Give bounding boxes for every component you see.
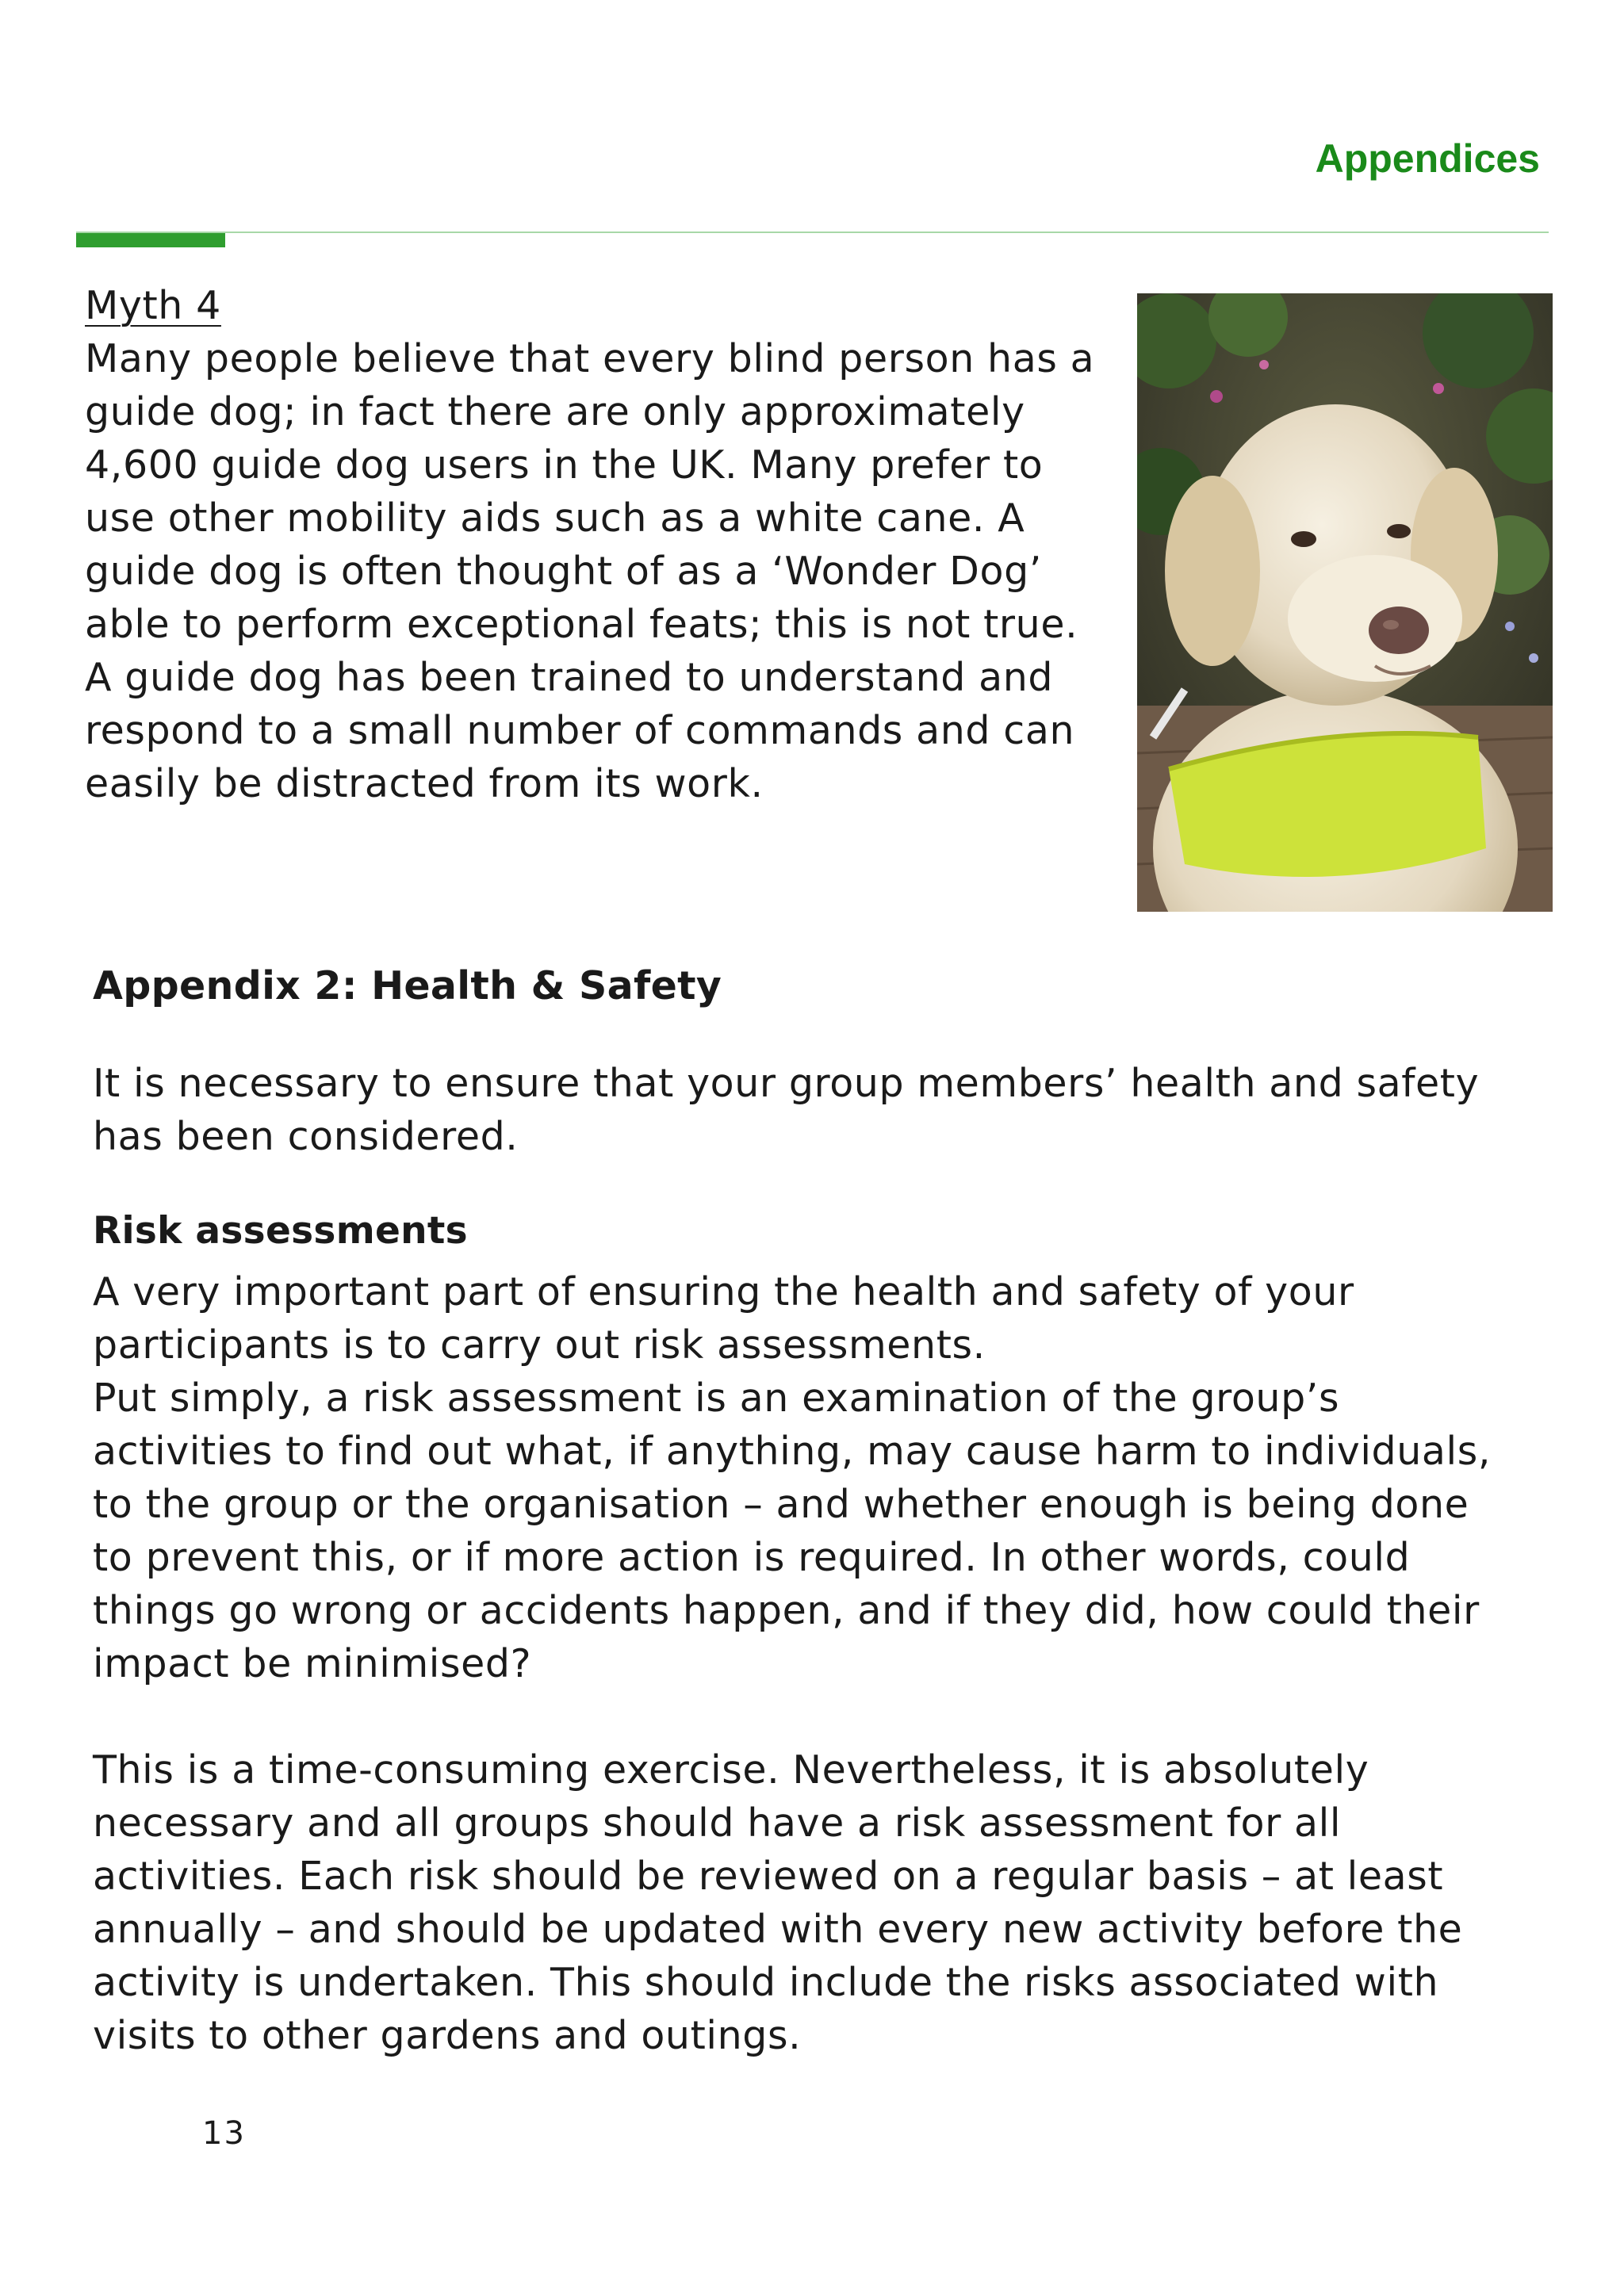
risk-assessments-heading: Risk assessments [93,1209,468,1253]
section-title: Appendices [1315,136,1540,181]
appendix-heading: Appendix 2: Health & Safety [93,963,722,1008]
guide-dog-photo [1137,293,1553,912]
risk-paragraph-2: This is a time-consuming exercise. Nevertheless, it is absolutely necessary and all groups should have a risk assessment for all activities. Each risk should be reviewed on a regular basis – at least annually – and should be updated with every new activity before the activity is undertaken. This should include the risks associated with visits to other gardens and outings. [93,1747,1463,2058]
myth-section [85,279,1116,810]
myth-body: Many people believe that every blind person has a guide dog; in fact there are only approximately 4,600 guide dog users in the UK. Many prefer to use other mobility aids such as a white cane. A guide dog is often thought of as a ‘Wonder Dog’ able to perform exceptional feats; this is not true. A guide dog has been trained to understand and respond to a small number of commands and can easily be distracted from its work. [85,336,1095,806]
myth-heading: Myth 4 [85,283,221,328]
intro-paragraph: It is necessary to ensure that your group members’ health and safety has been considered. [93,1061,1480,1159]
header-accent-bar [76,233,225,247]
page-number: 13 [202,2115,246,2152]
risk-paragraph-1: A very important part of ensuring the health and safety of your participants is to carry out risk assessments. Put simply, a risk assessment is an examination of the group’s activities to find out what, if anything, may cause harm to individuals, to the group or the organisation – and whether enough is being done to prevent this, or if more action is required. In other words, could things go wrong or accidents happen, and if they did, how could their impact be minimised? [93,1269,1492,1686]
header-rule [76,232,1549,233]
